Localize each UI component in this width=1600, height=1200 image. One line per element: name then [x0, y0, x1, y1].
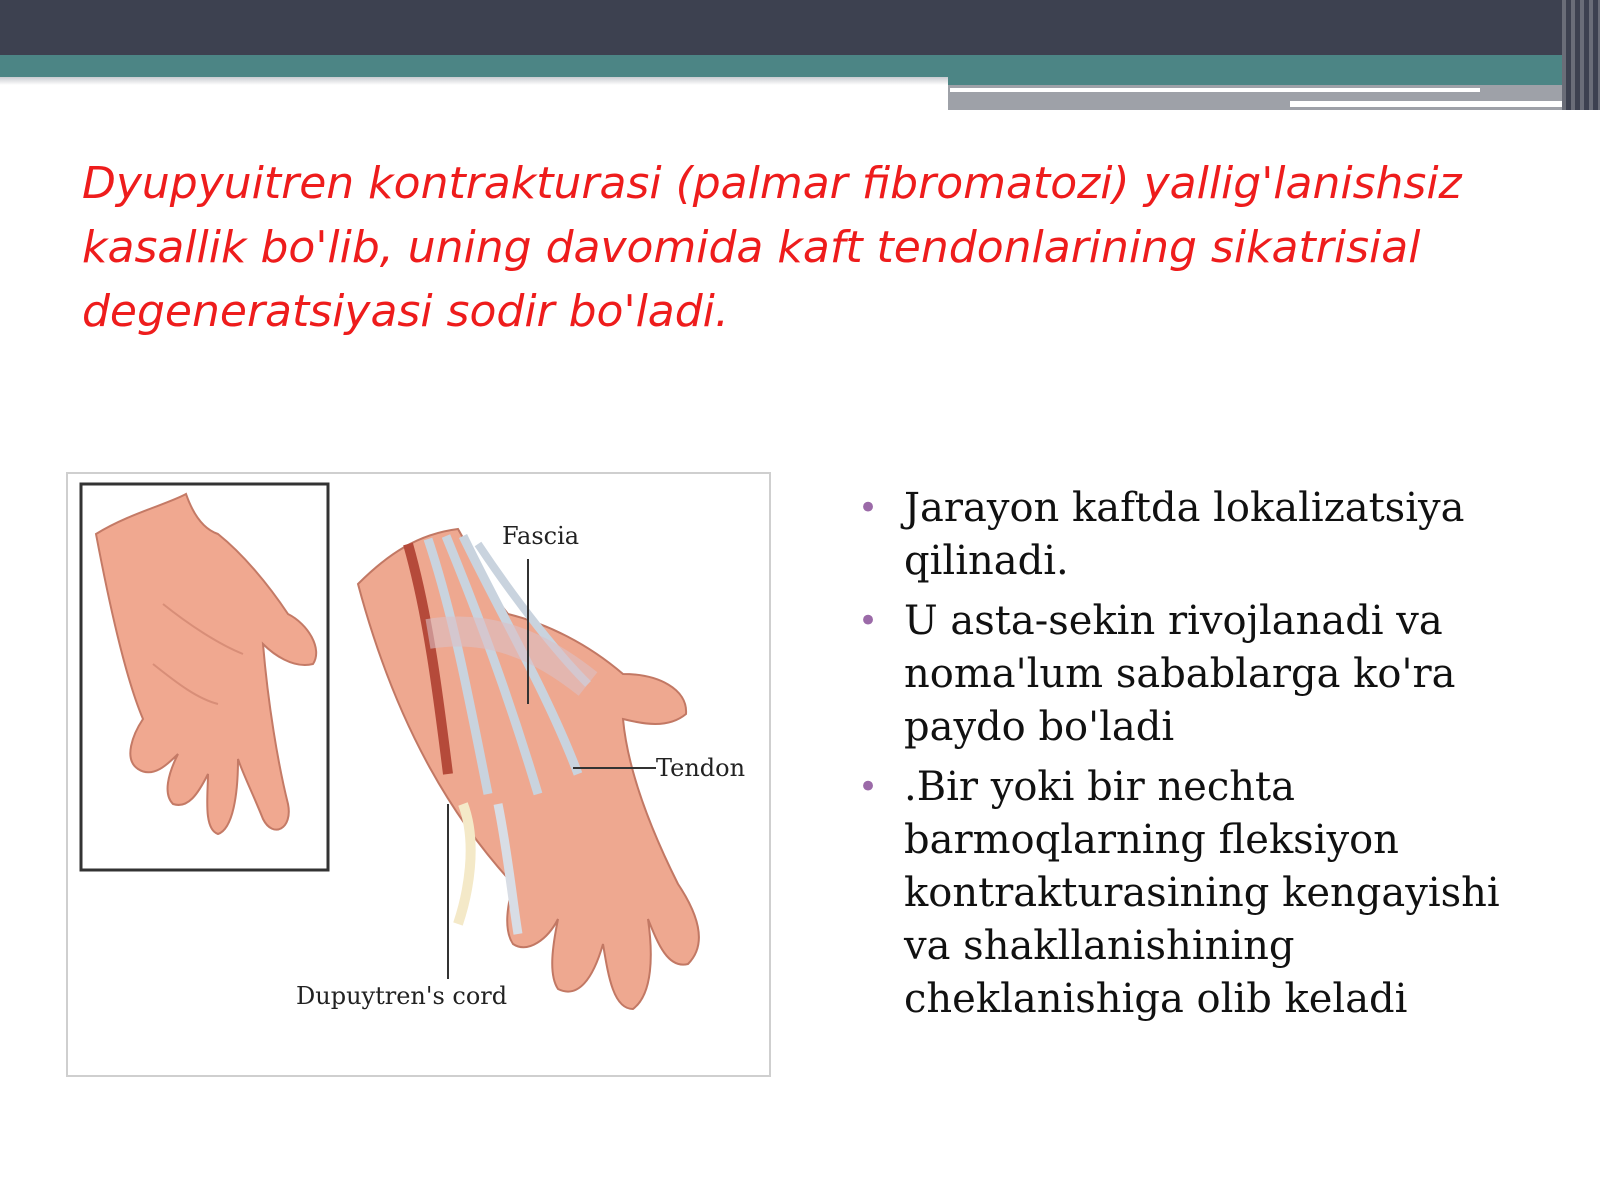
bullet-marker: •	[858, 601, 879, 641]
tendon-label: Tendon	[656, 754, 746, 782]
fascia-label: Fascia	[502, 522, 580, 550]
accent-line-lower	[1290, 101, 1565, 107]
bullet-list	[858, 482, 1558, 1033]
bullet-text: .Bir yoki bir nechta barmoqlarning fleksiyon kontrakturasining kengayishi va shakllanishining cheklanishiga olib keladi	[904, 764, 1500, 1022]
bar-shadow	[0, 77, 948, 85]
hand-anatomy-illustration	[66, 472, 771, 1077]
bullet-text: Jarayon kaftda lokalizatsiya qilinadi.	[904, 485, 1465, 584]
bullet-marker: •	[858, 767, 879, 807]
teal-accent-bar	[0, 55, 950, 77]
cord-label: Dupuytren's cord	[296, 982, 508, 1010]
teal-accent-bar-right	[945, 55, 1565, 85]
bullet-text: U asta-sekin rivojlanadi va noma'lum sabablarga ko'ra paydo bo'ladi	[904, 598, 1456, 750]
bullet-item	[858, 482, 1558, 588]
bullet-item	[858, 761, 1558, 1026]
bullet-item	[858, 595, 1558, 754]
top-decorative-bar	[0, 0, 1600, 55]
accent-line	[950, 88, 1480, 92]
bullet-marker: •	[858, 488, 879, 528]
edge-stripes	[1562, 0, 1600, 110]
slide-title: Dyupyuitren kontrakturasi (palmar fibromatozi) yallig'lanishsiz kasallik bo'lib, uning davomida kaft tendonlarining sikatrisial degeneratsiyasi sodir bo'ladi.	[82, 158, 1462, 337]
